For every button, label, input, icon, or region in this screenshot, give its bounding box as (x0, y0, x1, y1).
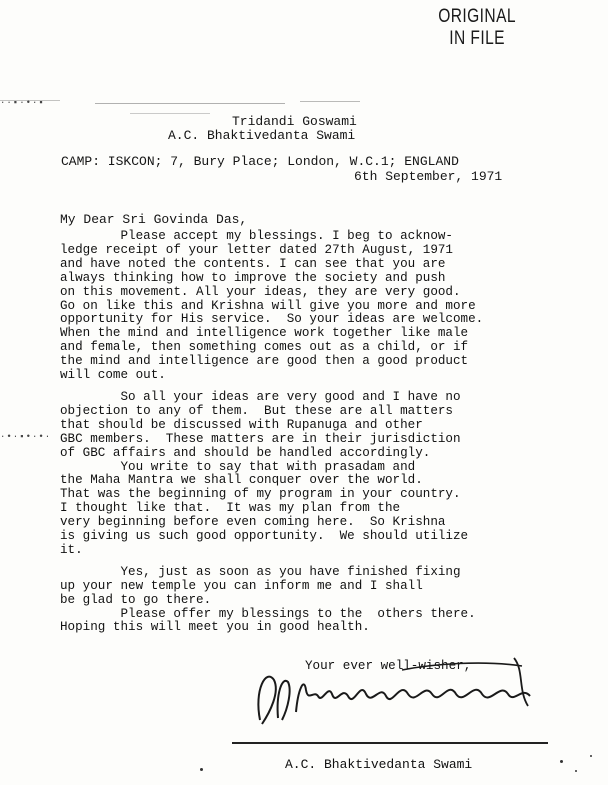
original-in-file-stamp (432, 6, 522, 50)
scan-speck (590, 755, 592, 757)
signer-name: A.C. Bhaktivedanta Swami (285, 757, 473, 772)
letter-body (60, 230, 580, 635)
body-line: Please accept my blessings. I beg to acknow- (60, 229, 453, 243)
body-line: be glad to go there. (60, 592, 212, 607)
paragraph-3 (60, 461, 580, 558)
salutation: My Dear Sri Govinda Das, (60, 212, 248, 227)
body-line: very beginning before even coming here. So Krishna (60, 515, 446, 530)
body-line: and female, then something comes out as a child, or if (60, 340, 469, 355)
body-line: So all your ideas are very good and I have no (60, 389, 461, 404)
scan-speck (575, 770, 577, 772)
body-line: that should be discussed with Rupanuga and other (60, 417, 423, 432)
letter-date: 6th September, 1971 (354, 169, 503, 184)
scan-artifact (95, 103, 285, 104)
body-line: You write to say that with prasadam and (60, 459, 416, 474)
stamp-line-1: ORIGINAL (438, 6, 516, 27)
body-line: opportunity for His service. So your ideas are welcome. (60, 312, 484, 327)
body-line: will come out. (60, 368, 166, 383)
body-line: When the mind and intelligence work together like male (60, 326, 469, 341)
body-line: on this movement. All your ideas, they are very good. (60, 284, 461, 299)
margin-mark: ·•·▪•·•· (0, 432, 52, 442)
scan-artifact (130, 113, 210, 114)
scan-speck (560, 760, 563, 763)
paragraph-4 (60, 566, 580, 608)
letterhead-name: A.C. Bhaktivedanta Swami (168, 128, 356, 143)
scan-speck (200, 768, 203, 771)
body-line: objection to any of them. But these are all matters (60, 403, 453, 418)
body-line: That was the beginning of my program in your country. (60, 487, 461, 502)
body-line: Hoping this will meet you in good health. (60, 620, 370, 635)
body-line: I thought like that. It was my plan from the (60, 501, 401, 516)
body-line: the Maha Mantra we shall conquer over the world. (60, 473, 423, 488)
body-line: is giving us such good opportunity. We should utilize (60, 529, 469, 544)
body-line: it. (60, 542, 83, 557)
body-line: GBC members. These matters are in their jurisdiction (60, 431, 461, 446)
signature-underline (232, 742, 548, 744)
handwritten-signature (252, 650, 552, 730)
margin-mark: ··▪·•·▪ (0, 98, 45, 108)
paragraph-1 (60, 230, 580, 383)
body-line: Please offer my blessings to the others there. (60, 606, 476, 621)
stamp-line-2: IN FILE (449, 28, 505, 49)
body-line: up your new temple you can inform me and I shall (60, 578, 423, 593)
body-line: ledge receipt of your letter dated 27th August, 1971 (60, 242, 453, 257)
letterhead-address: CAMP: ISKCON; 7, Bury Place; London, W.C.1; ENGLAND (61, 154, 459, 169)
body-line: always thinking how to improve the society and push (60, 270, 446, 285)
body-line: the mind and intelligence are good then a good product (60, 354, 469, 369)
body-line: Yes, just as soon as you have finished fixing (60, 564, 461, 579)
closing-line: Your ever well-wisher, (305, 659, 472, 673)
body-line: Go on like this and Krishna will give you more and more (60, 298, 476, 313)
letterhead-title: Tridandi Goswami (232, 114, 357, 129)
scan-artifact (300, 101, 360, 102)
paragraph-5 (60, 608, 580, 636)
body-line: of GBC affairs and should be handled accordingly. (60, 445, 431, 460)
body-line: and have noted the contents. I can see that you are (60, 256, 446, 271)
paragraph-2 (60, 391, 580, 461)
